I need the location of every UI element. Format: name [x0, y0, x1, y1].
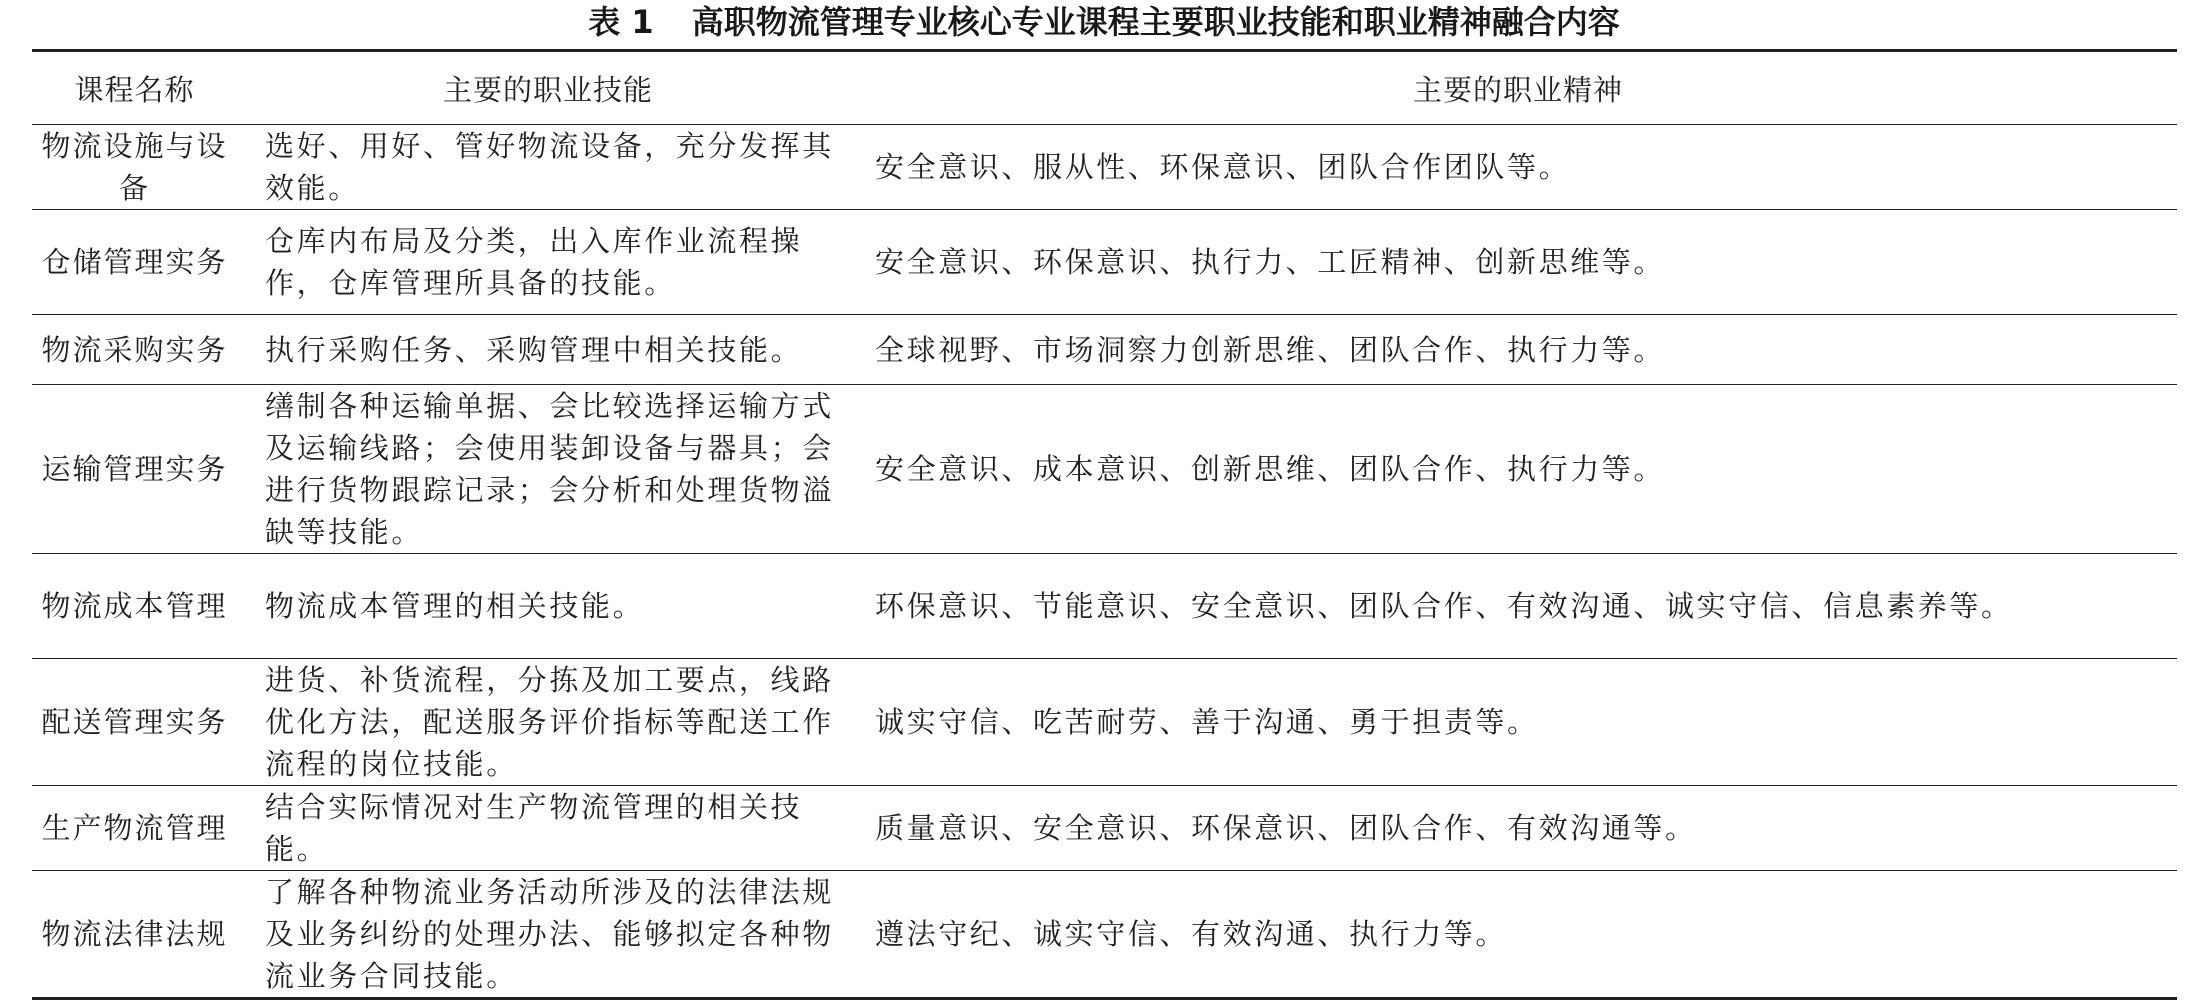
table-row: [32, 210, 2177, 315]
table-caption: [0, 0, 2208, 44]
spirit-cell: 诚实守信、吃苦耐劳、善于沟通、勇于担责等。: [875, 705, 1539, 739]
course-name-cell: 物流法律法规: [41, 917, 228, 951]
skills-cell: 缮制各种运输单据、会比较选择运输方式及运输线路；会使用装卸设备与器具；会进行货物跟踪记录；会分析和处理货物溢缺等技能。: [265, 389, 834, 549]
spirit-cell: 安全意识、环保意识、执行力、工匠精神、创新思维等。: [875, 245, 1666, 279]
skills-cell: 了解各种物流业务活动所涉及的法律法规及业务纠纷的处理办法、能够拟定各种物流业务合同技能。: [265, 875, 834, 993]
course-name-cell: 配送管理实务: [41, 705, 228, 739]
header-course-name: 课程名称: [74, 72, 195, 107]
header-spirit: 主要的职业精神: [1412, 72, 1623, 107]
course-name-cell: 运输管理实务: [41, 452, 228, 486]
course-skills-table: [32, 49, 2177, 1000]
course-name-cell: 仓储管理实务: [41, 245, 228, 279]
table-header-row: [32, 51, 2177, 125]
skills-cell: 物流成本管理的相关技能。: [265, 589, 645, 623]
skills-cell: 选好、用好、管好物流设备，充分发挥其效能。: [265, 129, 834, 205]
table-row: [32, 659, 2177, 786]
spirit-cell: 质量意识、安全意识、环保意识、团队合作、有效沟通等。: [875, 811, 1697, 845]
table-title-text: 高职物流管理专业核心专业课程主要职业技能和职业精神融合内容: [691, 3, 1620, 41]
course-name-cell: 物流设施与设备: [41, 129, 228, 205]
table-row: [32, 125, 2177, 210]
table-row: [32, 385, 2177, 554]
skills-cell: 仓库内布局及分类，出入库作业流程操作，仓库管理所具备的技能。: [265, 224, 803, 300]
skills-cell: 进货、补货流程，分拣及加工要点，线路优化方法，配送服务评价指标等配送工作流程的岗位技能。: [265, 663, 834, 781]
skills-cell: 结合实际情况对生产物流管理的相关技能。: [265, 790, 803, 866]
spirit-cell: 安全意识、成本意识、创新思维、团队合作、执行力等。: [875, 452, 1666, 486]
skills-cell: 执行采购任务、采购管理中相关技能。: [265, 332, 803, 367]
spirit-cell: 遵法守纪、诚实守信、有效沟通、执行力等。: [875, 917, 1508, 951]
spirit-cell: 全球视野、市场洞察力创新思维、团队合作、执行力等。: [875, 332, 1666, 367]
header-skills: 主要的职业技能: [442, 72, 653, 107]
spirit-cell: 环保意识、节能意识、安全意识、团队合作、有效沟通、诚实守信、信息素养等。: [875, 589, 2013, 623]
spirit-cell: 安全意识、服从性、环保意识、团队合作团队等。: [875, 150, 1571, 184]
table-row: [32, 786, 2177, 871]
table-number: 表 1: [588, 3, 654, 41]
table-row: [32, 315, 2177, 385]
course-name-cell: 物流采购实务: [41, 332, 228, 367]
course-name-cell: 生产物流管理: [41, 811, 228, 845]
table-row: [32, 554, 2177, 659]
course-name-cell: 物流成本管理: [41, 589, 228, 623]
table-row: [32, 871, 2177, 999]
